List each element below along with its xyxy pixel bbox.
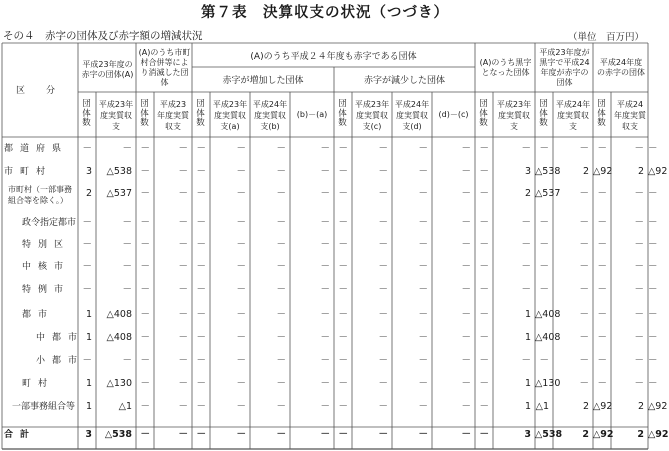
- table-cell: －: [479, 332, 489, 343]
- table-cell: －: [461, 378, 471, 389]
- header-turned-deficit: 平成23年度が黒字で平成24年度が赤字の団体: [539, 48, 590, 87]
- table-cell: －: [634, 355, 644, 366]
- table-cell: 1: [85, 332, 92, 343]
- header-h23-amount: 平成23年度実質収支: [496, 100, 532, 131]
- table-cell: －: [178, 429, 188, 440]
- row-label: 中核市: [22, 262, 71, 272]
- table-cell: －: [178, 239, 188, 250]
- table-cell: －: [378, 309, 388, 320]
- table-cell: －: [276, 166, 286, 177]
- table-cell: －: [597, 239, 607, 250]
- table-cell: －: [338, 188, 348, 199]
- table-cell: －: [634, 261, 644, 272]
- table-cell: －: [634, 217, 644, 228]
- table-cell: －: [140, 239, 150, 250]
- table-cell: △92: [648, 429, 669, 440]
- header-d-minus-c: (d)－(c): [438, 110, 469, 119]
- table-cell: －: [320, 261, 330, 272]
- table-cell: △408: [535, 309, 561, 320]
- header-h24-amount-d: 平成24年度実質収支(d): [394, 100, 430, 131]
- table-cell: 2: [85, 188, 92, 199]
- table-cell: －: [579, 217, 589, 228]
- row-label: 市町村: [4, 167, 53, 177]
- table-cell: －: [178, 166, 188, 177]
- table-cell: －: [461, 217, 471, 228]
- table-cell: 2: [637, 429, 644, 440]
- table-cell: －: [338, 261, 348, 272]
- header-h23-amount-c: 平成23年度実質収支(c): [354, 100, 390, 131]
- table-cell: －: [521, 239, 531, 250]
- table-cell: －: [122, 143, 132, 154]
- table-cell: －: [378, 332, 388, 343]
- unit-label: （単位 百万円）: [567, 32, 644, 43]
- table-subtitle: その４ 赤字の団体及び赤字額の増減状況: [3, 30, 203, 42]
- table-cell: －: [276, 429, 286, 440]
- header-count: 団体数: [196, 99, 205, 128]
- table-cell: －: [418, 239, 428, 250]
- table-cell: －: [597, 309, 607, 320]
- table-cell: －: [634, 239, 644, 250]
- table-cell: －: [597, 332, 607, 343]
- header-h23-amount-a: 平成23年度実質収支(a): [212, 100, 248, 131]
- header-count: 団体数: [82, 99, 91, 128]
- table-cell: －: [461, 239, 471, 250]
- table-cell: －: [634, 309, 644, 320]
- header-count: 団体数: [140, 99, 149, 128]
- table-cell: 3: [85, 166, 92, 177]
- table-cell: －: [338, 309, 348, 320]
- table-cell: －: [648, 188, 658, 199]
- table-cell: －: [196, 378, 206, 389]
- page-title: 第７表 決算収支の状況（つづき）: [201, 5, 449, 21]
- table-cell: △130: [535, 378, 561, 389]
- header-h24-still-deficit: (A)のうち平成２４年度も赤字である団体: [250, 52, 417, 62]
- table-cell: －: [140, 188, 150, 199]
- table-cell: －: [196, 284, 206, 295]
- table-cell: △538: [104, 429, 132, 440]
- table-cell: －: [276, 217, 286, 228]
- table-cell: △92: [648, 166, 668, 177]
- table-cell: －: [539, 355, 549, 366]
- row-label: 政令指定都市: [22, 218, 77, 228]
- table-cell: －: [320, 284, 330, 295]
- header-decreased: 赤字が減少した団体: [363, 76, 445, 86]
- table-cell: －: [418, 188, 428, 199]
- header-increased: 赤字が増加した団体: [222, 76, 304, 86]
- table-cell: －: [122, 261, 132, 272]
- table-cell: －: [461, 332, 471, 343]
- table-cell: －: [338, 401, 348, 412]
- table-cell: －: [634, 188, 644, 199]
- table-cell: －: [236, 188, 246, 199]
- table-cell: －: [597, 284, 607, 295]
- table-cell: －: [196, 355, 206, 366]
- table-cell: －: [378, 217, 388, 228]
- table-cell: －: [579, 261, 589, 272]
- table-cell: －: [140, 378, 150, 389]
- table-cell: －: [579, 378, 589, 389]
- table-cell: －: [579, 332, 589, 343]
- table-cell: －: [236, 309, 246, 320]
- table-cell: －: [378, 239, 388, 250]
- table-cell: 1: [524, 309, 531, 320]
- table-cell: 1: [524, 401, 531, 412]
- table-cell: －: [320, 429, 330, 440]
- table-cell: －: [178, 401, 188, 412]
- table-cell: －: [418, 143, 428, 154]
- table-cell: －: [338, 355, 348, 366]
- table-cell: －: [122, 355, 132, 366]
- table-cell: －: [320, 217, 330, 228]
- table-cell: －: [82, 355, 92, 366]
- table-cell: －: [196, 166, 206, 177]
- table-cell: △538: [106, 166, 132, 177]
- table-cell: △408: [106, 309, 132, 320]
- header-h24-amount: 平成24年度実質収支: [555, 100, 591, 131]
- table-cell: －: [378, 261, 388, 272]
- table-cell: －: [196, 188, 206, 199]
- table-cell: △92: [648, 401, 668, 412]
- table-cell: －: [418, 166, 428, 177]
- table-cell: －: [648, 217, 658, 228]
- table-cell: －: [320, 332, 330, 343]
- table-cell: －: [648, 332, 658, 343]
- table-cell: －: [196, 309, 206, 320]
- table-cell: －: [236, 166, 246, 177]
- table-cell: －: [479, 261, 489, 272]
- row-label: 特別区: [22, 240, 71, 250]
- table-cell: △92: [593, 166, 613, 177]
- table-cell: －: [461, 309, 471, 320]
- row-label: 中都市: [36, 333, 85, 343]
- table-cell: －: [461, 355, 471, 366]
- table-cell: －: [597, 261, 607, 272]
- table-cell: －: [82, 217, 92, 228]
- table-cell: －: [539, 284, 549, 295]
- table-cell: －: [521, 261, 531, 272]
- table-cell: －: [648, 284, 658, 295]
- table-cell: －: [140, 401, 150, 412]
- table-cell: －: [479, 188, 489, 199]
- table-cell: －: [236, 332, 246, 343]
- table-cell: 2: [582, 166, 589, 177]
- table-cell: －: [521, 217, 531, 228]
- table-cell: －: [178, 217, 188, 228]
- table-cell: 1: [524, 332, 531, 343]
- table-cell: －: [178, 143, 188, 154]
- table-cell: △92: [593, 429, 614, 440]
- row-label: 都市: [22, 310, 55, 320]
- table-cell: 2: [637, 401, 644, 412]
- table-cell: －: [634, 143, 644, 154]
- table-cell: －: [140, 261, 150, 272]
- table-cell: －: [479, 239, 489, 250]
- table-cell: －: [579, 355, 589, 366]
- table-cell: －: [236, 143, 246, 154]
- table-cell: 3: [85, 429, 92, 440]
- table-cell: 1: [85, 309, 92, 320]
- table-cell: △408: [535, 332, 561, 343]
- table-cell: －: [378, 355, 388, 366]
- header-h24-deficit: 平成24年度の赤字の団体: [597, 58, 645, 77]
- header-count: 団体数: [597, 99, 606, 128]
- table-cell: △1: [118, 401, 132, 412]
- table-cell: －: [338, 217, 348, 228]
- table-cell: －: [461, 401, 471, 412]
- table-cell: －: [579, 188, 589, 199]
- table-cell: －: [320, 188, 330, 199]
- table-cell: －: [634, 332, 644, 343]
- table-cell: －: [418, 355, 428, 366]
- table-cell: －: [479, 166, 489, 177]
- table-cell: －: [236, 261, 246, 272]
- table-cell: －: [320, 143, 330, 154]
- table-cell: 2: [582, 401, 589, 412]
- table-cell: －: [597, 217, 607, 228]
- table-cell: －: [276, 355, 286, 366]
- table-cell: －: [140, 309, 150, 320]
- table-cell: －: [648, 261, 658, 272]
- table-cell: －: [276, 143, 286, 154]
- table-cell: －: [236, 355, 246, 366]
- table-cell: －: [378, 188, 388, 199]
- table-cell: －: [140, 429, 150, 440]
- table-cell: －: [140, 284, 150, 295]
- table-cell: －: [320, 239, 330, 250]
- table-cell: －: [196, 429, 206, 440]
- table-cell: －: [579, 309, 589, 320]
- row-label: 一部事務組合等: [12, 402, 76, 412]
- table-cell: －: [276, 309, 286, 320]
- table-cell: －: [378, 378, 388, 389]
- table-cell: 2: [582, 429, 589, 440]
- table-cell: －: [579, 284, 589, 295]
- table-cell: －: [196, 332, 206, 343]
- table-cell: －: [196, 143, 206, 154]
- table-cell: －: [597, 355, 607, 366]
- table-cell: －: [479, 355, 489, 366]
- table-cell: 3: [524, 166, 531, 177]
- table-cell: －: [461, 166, 471, 177]
- table-cell: －: [461, 143, 471, 154]
- table-cell: －: [338, 429, 348, 440]
- table-cell: －: [418, 378, 428, 389]
- table-cell: －: [418, 284, 428, 295]
- table-cell: －: [82, 239, 92, 250]
- table-cell: －: [418, 401, 428, 412]
- table-cell: －: [338, 166, 348, 177]
- table-cell: －: [521, 143, 531, 154]
- table-cell: 1: [85, 378, 92, 389]
- table-cell: －: [178, 188, 188, 199]
- header-kubun: 区 分: [16, 86, 62, 96]
- row-label: 特例市: [22, 285, 71, 295]
- table-cell: 3: [524, 429, 531, 440]
- header-h23-amount: 平成23年度実質収支: [157, 100, 189, 131]
- table-cell: －: [178, 355, 188, 366]
- table-cell: －: [236, 217, 246, 228]
- table-cell: －: [140, 332, 150, 343]
- table-cell: △92: [593, 401, 613, 412]
- table-cell: －: [648, 378, 658, 389]
- table-cell: 1: [524, 378, 531, 389]
- table-cell: －: [648, 355, 658, 366]
- table-cell: －: [378, 429, 388, 440]
- table-cell: －: [461, 284, 471, 295]
- table-cell: －: [378, 143, 388, 154]
- table-cell: －: [479, 429, 489, 440]
- table-cell: －: [178, 332, 188, 343]
- table-cell: －: [539, 239, 549, 250]
- table-cell: －: [82, 261, 92, 272]
- header-count: 団体数: [539, 99, 548, 128]
- table-cell: －: [276, 332, 286, 343]
- table-cell: －: [579, 143, 589, 154]
- table-cell: －: [122, 217, 132, 228]
- table-cell: －: [236, 284, 246, 295]
- row-label: 都道府県: [4, 144, 69, 154]
- table-cell: －: [196, 261, 206, 272]
- table-cell: －: [418, 332, 428, 343]
- table-cell: △130: [106, 378, 132, 389]
- row-label: 小都市: [36, 356, 85, 366]
- table-cell: －: [378, 166, 388, 177]
- table-cell: －: [122, 284, 132, 295]
- table-cell: －: [236, 429, 246, 440]
- table-cell: 1: [85, 401, 92, 412]
- table-cell: －: [378, 401, 388, 412]
- table-cell: －: [82, 143, 92, 154]
- table-cell: △1: [535, 401, 549, 412]
- table-cell: －: [648, 143, 658, 154]
- table-cell: －: [320, 378, 330, 389]
- row-label: 市町村（一部事務組合等を除く。）: [8, 185, 72, 205]
- header-h23-deficit: 平成23年度の赤字の団体(A): [81, 60, 134, 79]
- table-cell: －: [276, 378, 286, 389]
- table-cell: －: [479, 309, 489, 320]
- row-label: 合計: [4, 430, 37, 440]
- table-cell: －: [178, 309, 188, 320]
- table-cell: －: [82, 284, 92, 295]
- table-cell: －: [178, 378, 188, 389]
- table-cell: －: [122, 239, 132, 250]
- table-cell: 2: [637, 166, 644, 177]
- table-cell: －: [320, 355, 330, 366]
- header-merged: (A)のうち市町村合併等により消滅した団体: [138, 48, 191, 87]
- header-count: 団体数: [479, 99, 488, 128]
- table-cell: －: [521, 355, 531, 366]
- table-cell: －: [338, 378, 348, 389]
- table-cell: －: [418, 429, 428, 440]
- table-cell: －: [479, 378, 489, 389]
- table-cell: －: [178, 261, 188, 272]
- table-cell: －: [236, 378, 246, 389]
- table-cell: －: [418, 309, 428, 320]
- table-cell: －: [634, 284, 644, 295]
- table-cell: －: [178, 284, 188, 295]
- table-cell: －: [648, 239, 658, 250]
- table-cell: －: [479, 143, 489, 154]
- table-cell: －: [461, 261, 471, 272]
- table-cell: 2: [524, 188, 531, 199]
- table-cell: －: [521, 284, 531, 295]
- table-cell: △537: [535, 188, 561, 199]
- table-cell: －: [140, 143, 150, 154]
- table-cell: －: [597, 378, 607, 389]
- table-cell: －: [320, 309, 330, 320]
- table-cell: －: [597, 143, 607, 154]
- table-cell: －: [597, 188, 607, 199]
- table-cell: －: [539, 261, 549, 272]
- table-cell: －: [539, 143, 549, 154]
- table-cell: －: [196, 217, 206, 228]
- table-cell: －: [418, 261, 428, 272]
- table-cell: －: [648, 309, 658, 320]
- table-cell: －: [236, 239, 246, 250]
- header-h24-amount: 平成24年度実質収支: [614, 100, 646, 131]
- table-cell: △538: [535, 429, 563, 440]
- table-cell: －: [338, 284, 348, 295]
- header-b-minus-a: (b)－(a): [296, 110, 328, 119]
- table-cell: △537: [106, 188, 132, 199]
- table-cell: －: [378, 284, 388, 295]
- table-cell: －: [338, 239, 348, 250]
- table-cell: －: [140, 217, 150, 228]
- table-cell: －: [479, 401, 489, 412]
- table-cell: －: [338, 332, 348, 343]
- header-count: 団体数: [338, 99, 347, 128]
- table-cell: △538: [535, 166, 561, 177]
- table-cell: －: [634, 378, 644, 389]
- table-cell: －: [276, 401, 286, 412]
- table-cell: －: [418, 217, 428, 228]
- table-cell: －: [539, 217, 549, 228]
- table-cell: －: [276, 239, 286, 250]
- header-h23-amount: 平成23年度実質収支: [98, 100, 134, 131]
- table-cell: －: [338, 143, 348, 154]
- table-cell: －: [276, 284, 286, 295]
- table-cell: －: [140, 166, 150, 177]
- table-cell: △408: [106, 332, 132, 343]
- row-label: 町村: [22, 379, 55, 389]
- table-cell: －: [579, 239, 589, 250]
- table-cell: －: [479, 284, 489, 295]
- table-cell: －: [236, 401, 246, 412]
- header-h24-amount-b: 平成24年度実質収支(b): [252, 100, 288, 131]
- table-cell: －: [461, 429, 471, 440]
- table-cell: －: [196, 239, 206, 250]
- table-cell: －: [196, 401, 206, 412]
- table-cell: －: [140, 355, 150, 366]
- header-turned-black: (A)のうち黒字となった団体: [479, 58, 532, 77]
- table-cell: －: [276, 188, 286, 199]
- table-cell: －: [276, 261, 286, 272]
- table-cell: －: [479, 217, 489, 228]
- table-cell: －: [461, 188, 471, 199]
- table-cell: －: [320, 166, 330, 177]
- table-cell: －: [320, 401, 330, 412]
